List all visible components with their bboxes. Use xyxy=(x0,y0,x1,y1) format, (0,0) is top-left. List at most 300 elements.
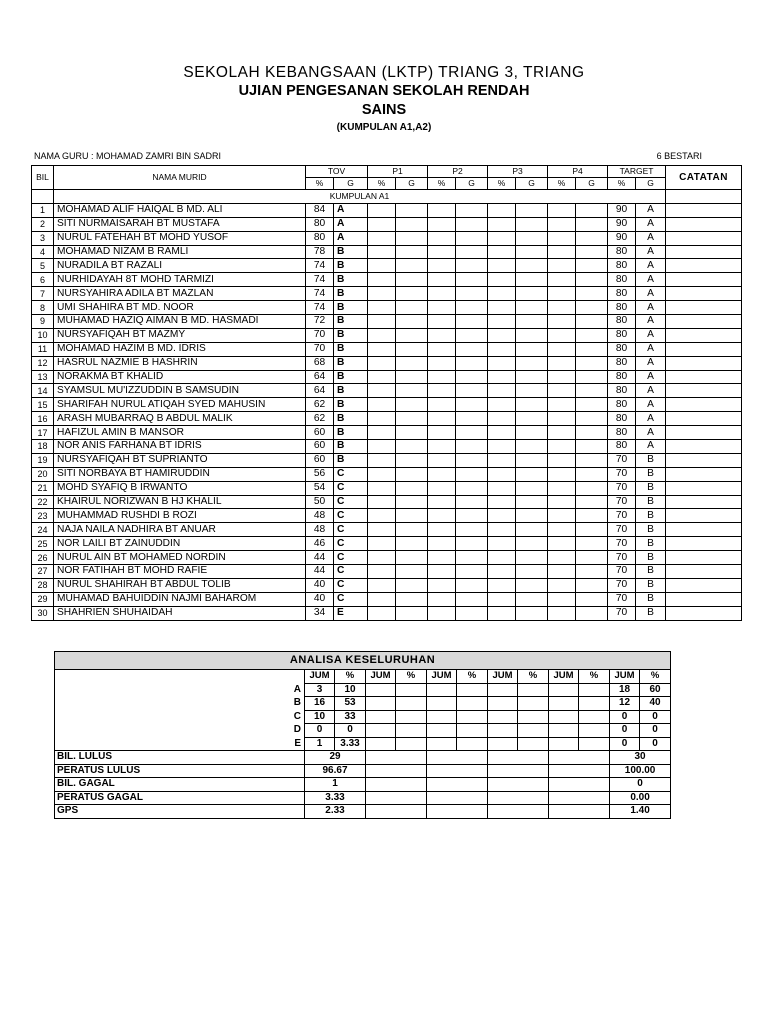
empty-cell xyxy=(488,764,549,778)
empty-cell xyxy=(576,578,608,592)
target-grade: A xyxy=(636,245,666,259)
analysis-col-percent: % xyxy=(457,670,488,684)
catatan-cell xyxy=(666,287,742,301)
empty-cell xyxy=(396,301,428,315)
empty-cell xyxy=(548,273,576,287)
analysis-col-percent: % xyxy=(335,670,366,684)
empty-cell xyxy=(396,697,427,711)
student-bil: 20 xyxy=(32,467,54,481)
empty-cell xyxy=(548,384,576,398)
empty-cell xyxy=(548,453,576,467)
table-row xyxy=(32,537,742,551)
tov-grade: C xyxy=(334,467,368,481)
empty-cell xyxy=(427,805,488,819)
empty-cell xyxy=(488,412,516,426)
target-percent: 90 xyxy=(608,203,636,217)
empty-cell xyxy=(457,737,488,751)
empty-cell xyxy=(576,426,608,440)
empty-cell xyxy=(368,426,396,440)
empty-cell xyxy=(488,384,516,398)
summary-label: PERATUS GAGAL xyxy=(55,791,305,805)
empty-cell xyxy=(576,384,608,398)
empty-cell xyxy=(488,301,516,315)
analysis-summary-row xyxy=(55,805,671,819)
empty-cell xyxy=(368,342,396,356)
empty-cell xyxy=(428,231,456,245)
empty-cell xyxy=(488,523,516,537)
target-grade: A xyxy=(636,301,666,315)
student-bil: 26 xyxy=(32,551,54,565)
target-grade: B xyxy=(636,481,666,495)
empty-cell xyxy=(488,791,549,805)
empty-cell xyxy=(427,778,488,792)
table-row xyxy=(32,606,742,620)
empty-cell xyxy=(548,578,576,592)
student-name: NURUL SHAHIRAH BT ABDUL TOLIB xyxy=(54,578,306,592)
tov-grade: B xyxy=(334,370,368,384)
empty-cell xyxy=(396,203,428,217)
empty-cell xyxy=(488,231,516,245)
empty-cell xyxy=(368,495,396,509)
empty-cell xyxy=(428,467,456,481)
empty-cell xyxy=(488,315,516,329)
empty-cell xyxy=(576,481,608,495)
tov-percent: 50 xyxy=(306,495,334,509)
target-summary-value: 1.40 xyxy=(610,805,671,819)
empty-cell xyxy=(366,697,396,711)
empty-cell xyxy=(368,370,396,384)
tov-summary-value: 96.67 xyxy=(305,764,366,778)
empty-cell xyxy=(488,259,516,273)
tov-grade: B xyxy=(334,245,368,259)
empty-cell xyxy=(427,697,457,711)
target-grade: A xyxy=(636,384,666,398)
table-row xyxy=(32,398,742,412)
empty-cell xyxy=(456,287,488,301)
student-bil: 29 xyxy=(32,592,54,606)
target-grade: A xyxy=(636,370,666,384)
empty-cell xyxy=(368,440,396,454)
empty-cell xyxy=(368,328,396,342)
catatan-cell xyxy=(666,426,742,440)
table-row xyxy=(32,328,742,342)
tov-jum: 1 xyxy=(305,737,335,751)
empty-cell xyxy=(456,245,488,259)
empty-cell xyxy=(368,453,396,467)
empty-cell xyxy=(488,328,516,342)
tov-percent: 44 xyxy=(306,565,334,579)
empty-cell xyxy=(488,778,549,792)
empty-cell xyxy=(428,565,456,579)
student-name: KHAIRUL NORIZWAN B HJ KHALIL xyxy=(54,495,306,509)
sub-header-g: G xyxy=(576,178,608,190)
student-name: NURSYAFIQAH BT SUPRIANTO xyxy=(54,453,306,467)
empty-cell xyxy=(576,356,608,370)
student-bil: 3 xyxy=(32,231,54,245)
empty-cell xyxy=(488,356,516,370)
target-percent: 70 xyxy=(608,578,636,592)
empty-cell xyxy=(549,778,610,792)
tov-grade: C xyxy=(334,565,368,579)
catatan-cell xyxy=(666,217,742,231)
empty-cell xyxy=(516,551,548,565)
catatan-cell xyxy=(666,453,742,467)
tov-summary-value: 3.33 xyxy=(305,791,366,805)
tov-grade: B xyxy=(334,426,368,440)
target-percent: 70 xyxy=(608,565,636,579)
student-name: NAJA NAILA NADHIRA BT ANUAR xyxy=(54,523,306,537)
student-bil: 7 xyxy=(32,287,54,301)
catatan-cell xyxy=(666,523,742,537)
empty-cell xyxy=(518,683,549,697)
target-percent: 60 xyxy=(640,683,671,697)
empty-cell xyxy=(488,724,518,738)
empty-cell xyxy=(428,453,456,467)
analysis-grade-row xyxy=(55,710,671,724)
empty-cell xyxy=(368,384,396,398)
empty-cell xyxy=(457,724,488,738)
target-percent: 0 xyxy=(640,737,671,751)
catatan-cell xyxy=(666,481,742,495)
tov-grade: B xyxy=(334,356,368,370)
empty-cell xyxy=(576,537,608,551)
empty-cell xyxy=(548,523,576,537)
student-name: MUHAMAD BAHUIDDIN NAJMI BAHAROM xyxy=(54,592,306,606)
empty-cell xyxy=(576,509,608,523)
student-bil: 23 xyxy=(32,509,54,523)
target-jum: 0 xyxy=(610,710,640,724)
student-bil: 14 xyxy=(32,384,54,398)
empty-cell xyxy=(428,537,456,551)
table-row xyxy=(32,426,742,440)
analysis-summary-row xyxy=(55,778,671,792)
empty-cell xyxy=(488,751,549,765)
empty-cell xyxy=(518,737,549,751)
empty-cell xyxy=(516,273,548,287)
target-grade: A xyxy=(636,342,666,356)
empty-cell xyxy=(368,287,396,301)
empty-cell xyxy=(368,467,396,481)
empty-cell xyxy=(516,412,548,426)
empty-cell xyxy=(368,592,396,606)
empty-cell xyxy=(396,328,428,342)
sub-header-pct: % xyxy=(306,178,334,190)
target-grade: B xyxy=(636,578,666,592)
tov-percent: 80 xyxy=(306,217,334,231)
catatan-cell xyxy=(666,509,742,523)
empty-cell xyxy=(396,737,427,751)
empty-cell xyxy=(396,370,428,384)
tov-grade: B xyxy=(334,315,368,329)
target-grade: A xyxy=(636,217,666,231)
empty-cell xyxy=(548,426,576,440)
table-row xyxy=(32,287,742,301)
empty-cell xyxy=(576,467,608,481)
empty-cell xyxy=(427,751,488,765)
empty-cell xyxy=(488,697,518,711)
empty-cell xyxy=(396,565,428,579)
empty-cell xyxy=(428,301,456,315)
empty-cell xyxy=(576,398,608,412)
empty-cell xyxy=(428,328,456,342)
empty-cell xyxy=(456,342,488,356)
empty-cell xyxy=(516,467,548,481)
catatan-cell xyxy=(666,315,742,329)
tov-grade: A xyxy=(334,203,368,217)
empty-cell xyxy=(366,764,427,778)
empty-cell xyxy=(428,287,456,301)
empty-cell xyxy=(457,710,488,724)
tov-percent: 84 xyxy=(306,203,334,217)
tov-percent: 78 xyxy=(306,245,334,259)
student-name: MOHD SYAFIQ B IRWANTO xyxy=(54,481,306,495)
target-grade: A xyxy=(636,440,666,454)
analysis-summary-row xyxy=(55,764,671,778)
empty-cell xyxy=(548,356,576,370)
empty-cell xyxy=(427,724,457,738)
empty-cell xyxy=(516,537,548,551)
empty-cell xyxy=(516,440,548,454)
table-row xyxy=(32,481,742,495)
empty-cell xyxy=(427,791,488,805)
empty-cell xyxy=(428,578,456,592)
empty-cell xyxy=(548,565,576,579)
table-row xyxy=(32,509,742,523)
empty-cell xyxy=(456,356,488,370)
sub-header-pct: % xyxy=(548,178,576,190)
tov-grade: B xyxy=(334,398,368,412)
empty-cell xyxy=(548,606,576,620)
target-summary-value: 0 xyxy=(610,778,671,792)
analysis-col-jum: JUM xyxy=(549,670,579,684)
empty-cell xyxy=(516,245,548,259)
header-bil: BIL xyxy=(32,166,54,190)
empty-cell xyxy=(396,245,428,259)
target-percent: 90 xyxy=(608,217,636,231)
empty-cell xyxy=(516,315,548,329)
empty-cell xyxy=(516,259,548,273)
sub-header-g: G xyxy=(334,178,368,190)
tov-summary-value: 2.33 xyxy=(305,805,366,819)
empty-cell xyxy=(366,724,396,738)
target-grade: A xyxy=(636,231,666,245)
empty-cell xyxy=(368,301,396,315)
tov-percent: 70 xyxy=(306,328,334,342)
empty-cell xyxy=(516,481,548,495)
empty-cell xyxy=(428,509,456,523)
table-row xyxy=(32,356,742,370)
empty-cell xyxy=(488,710,518,724)
empty-cell xyxy=(516,426,548,440)
table-row xyxy=(32,412,742,426)
analysis-grade-row xyxy=(55,697,671,711)
empty-cell xyxy=(428,245,456,259)
empty-cell xyxy=(396,440,428,454)
empty-cell xyxy=(548,328,576,342)
target-grade: A xyxy=(636,412,666,426)
empty-cell xyxy=(549,683,579,697)
tov-percent: 74 xyxy=(306,273,334,287)
empty-cell xyxy=(548,537,576,551)
catatan-cell xyxy=(666,342,742,356)
catatan-cell xyxy=(666,370,742,384)
target-percent: 80 xyxy=(608,245,636,259)
header-target: TARGET xyxy=(608,166,666,178)
tov-percent: 40 xyxy=(306,578,334,592)
empty-cell xyxy=(456,481,488,495)
empty-cell xyxy=(548,259,576,273)
analysis-title: ANALISA KESELURUHAN xyxy=(55,652,671,670)
target-summary-value: 100.00 xyxy=(610,764,671,778)
empty-cell xyxy=(456,301,488,315)
empty-cell xyxy=(368,509,396,523)
target-percent: 80 xyxy=(608,398,636,412)
empty-cell xyxy=(428,495,456,509)
empty-cell xyxy=(368,203,396,217)
catatan-cell xyxy=(666,440,742,454)
catatan-cell xyxy=(666,412,742,426)
empty-cell xyxy=(548,203,576,217)
empty-cell xyxy=(456,453,488,467)
empty-cell xyxy=(488,495,516,509)
empty-cell xyxy=(456,259,488,273)
tov-percent: 3.33 xyxy=(335,737,366,751)
analysis-col-jum: JUM xyxy=(366,670,396,684)
empty-cell xyxy=(456,412,488,426)
target-percent: 80 xyxy=(608,315,636,329)
student-name: HASRUL NAZMIE B HASHRIN xyxy=(54,356,306,370)
group-right-spacer xyxy=(666,190,742,204)
empty-cell xyxy=(576,440,608,454)
header-nama-murid: NAMA MURID xyxy=(54,166,306,190)
student-bil: 12 xyxy=(32,356,54,370)
target-grade: B xyxy=(636,565,666,579)
empty-cell xyxy=(456,426,488,440)
student-name: SITI NURMAISARAH BT MUSTAFA xyxy=(54,217,306,231)
empty-cell xyxy=(457,683,488,697)
empty-cell xyxy=(368,398,396,412)
empty-cell xyxy=(576,551,608,565)
empty-cell xyxy=(368,356,396,370)
catatan-cell xyxy=(666,467,742,481)
empty-cell xyxy=(548,315,576,329)
empty-cell xyxy=(548,440,576,454)
sub-header-g: G xyxy=(636,178,666,190)
catatan-cell xyxy=(666,578,742,592)
analysis-summary-row xyxy=(55,751,671,765)
target-grade: A xyxy=(636,328,666,342)
empty-cell xyxy=(428,342,456,356)
empty-cell xyxy=(428,217,456,231)
student-bil: 15 xyxy=(32,398,54,412)
empty-cell xyxy=(576,453,608,467)
empty-cell xyxy=(576,203,608,217)
empty-cell xyxy=(488,578,516,592)
student-bil: 17 xyxy=(32,426,54,440)
empty-cell xyxy=(576,287,608,301)
empty-cell xyxy=(368,523,396,537)
empty-cell xyxy=(516,231,548,245)
empty-cell xyxy=(366,751,427,765)
catatan-cell xyxy=(666,328,742,342)
catatan-cell xyxy=(666,495,742,509)
empty-cell xyxy=(576,370,608,384)
student-results-table xyxy=(31,165,742,621)
target-grade: B xyxy=(636,523,666,537)
empty-cell xyxy=(549,751,610,765)
empty-cell xyxy=(396,495,428,509)
analysis-grade-row xyxy=(55,683,671,697)
target-jum: 18 xyxy=(610,683,640,697)
student-bil: 21 xyxy=(32,481,54,495)
table-row xyxy=(32,342,742,356)
empty-cell xyxy=(427,710,457,724)
sub-header-pct: % xyxy=(428,178,456,190)
header-p3: P3 xyxy=(488,166,548,178)
empty-cell xyxy=(518,697,549,711)
summary-label: BIL. LULUS xyxy=(55,751,305,765)
tov-percent: 56 xyxy=(306,467,334,481)
empty-cell xyxy=(488,565,516,579)
student-name: NURUL FATEHAH BT MOHD YUSOF xyxy=(54,231,306,245)
empty-cell xyxy=(456,217,488,231)
tov-percent: 70 xyxy=(306,342,334,356)
student-name: NOR ANIS FARHANA BT IDRIS xyxy=(54,440,306,454)
target-grade: B xyxy=(636,551,666,565)
empty-cell xyxy=(396,578,428,592)
empty-cell xyxy=(396,509,428,523)
empty-cell xyxy=(368,481,396,495)
empty-cell xyxy=(428,426,456,440)
empty-cell xyxy=(488,551,516,565)
target-percent: 70 xyxy=(608,523,636,537)
empty-cell xyxy=(456,328,488,342)
empty-cell xyxy=(456,565,488,579)
empty-cell xyxy=(549,764,610,778)
analysis-col-jum: JUM xyxy=(305,670,335,684)
empty-cell xyxy=(457,697,488,711)
tov-grade: C xyxy=(334,537,368,551)
empty-cell xyxy=(516,578,548,592)
summary-label: GPS xyxy=(55,805,305,819)
tov-grade: A xyxy=(334,231,368,245)
empty-cell xyxy=(516,592,548,606)
empty-cell xyxy=(368,231,396,245)
empty-cell xyxy=(576,606,608,620)
table-row xyxy=(32,453,742,467)
tov-percent: 54 xyxy=(306,481,334,495)
table-row xyxy=(32,565,742,579)
tov-grade: C xyxy=(334,481,368,495)
empty-cell xyxy=(396,259,428,273)
empty-cell xyxy=(396,551,428,565)
tov-grade: C xyxy=(334,592,368,606)
catatan-cell xyxy=(666,398,742,412)
empty-cell xyxy=(368,606,396,620)
tov-grade: C xyxy=(334,523,368,537)
catatan-cell xyxy=(666,273,742,287)
tov-percent: 68 xyxy=(306,356,334,370)
analysis-col-percent: % xyxy=(396,670,427,684)
tov-jum: 3 xyxy=(305,683,335,697)
empty-cell xyxy=(368,273,396,287)
catatan-cell xyxy=(666,245,742,259)
empty-cell xyxy=(456,592,488,606)
empty-cell xyxy=(518,724,549,738)
empty-cell xyxy=(366,778,427,792)
student-name: NOR LAILI BT ZAINUDDIN xyxy=(54,537,306,551)
analysis-col-jum: JUM xyxy=(427,670,457,684)
